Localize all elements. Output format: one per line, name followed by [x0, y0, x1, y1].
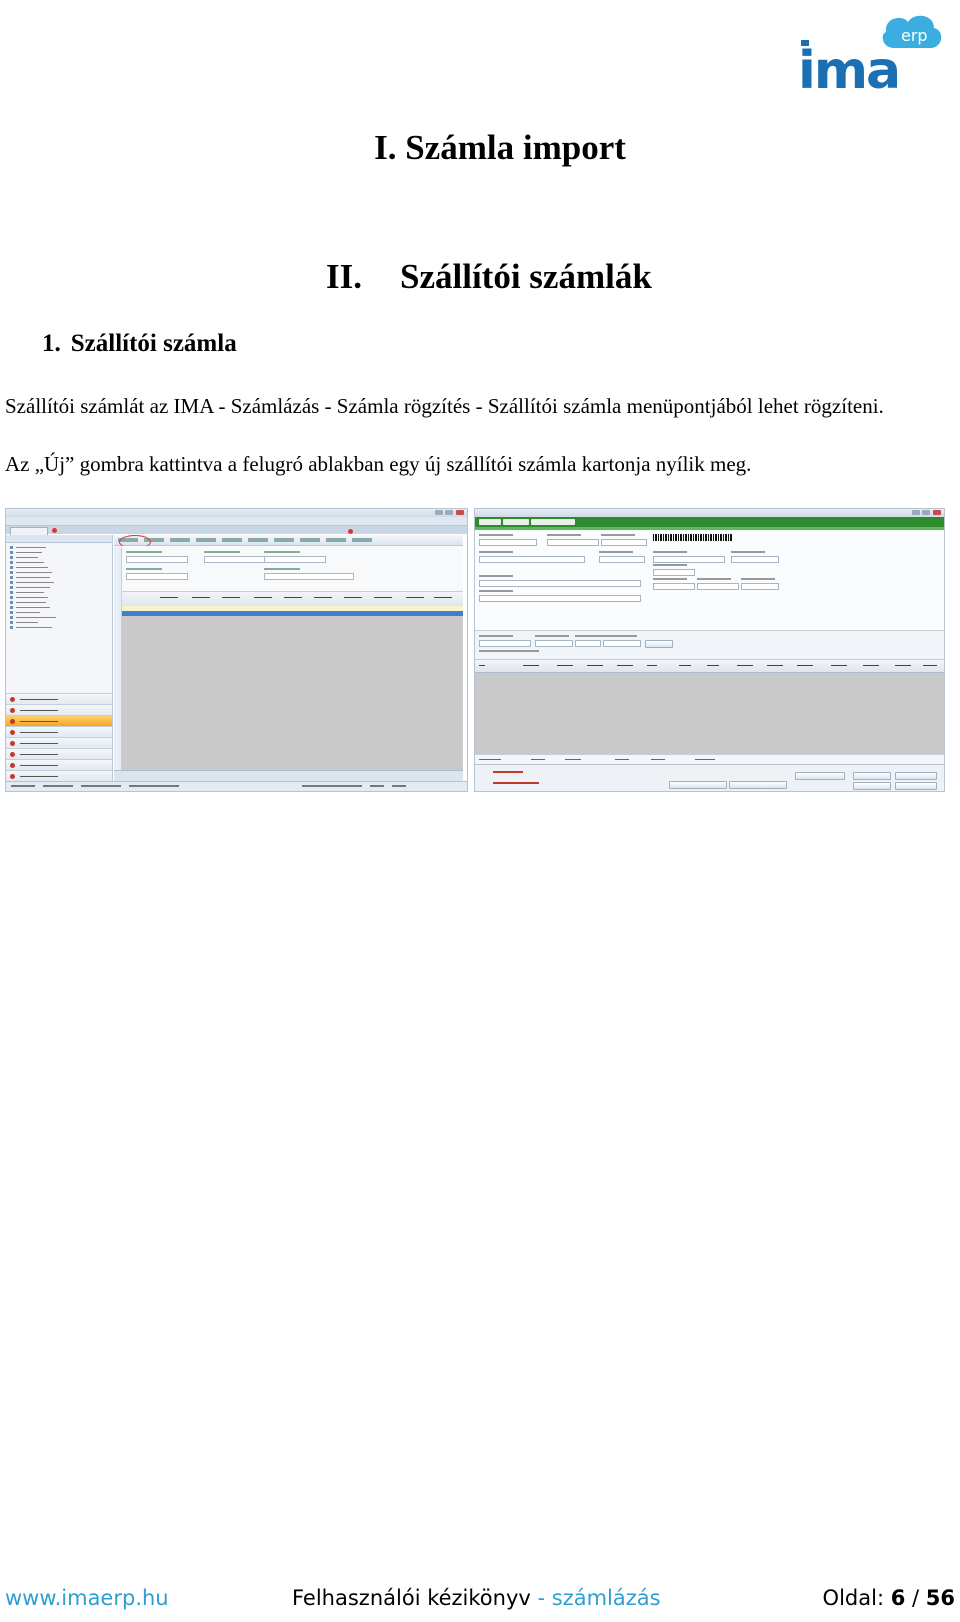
list-grid-header	[122, 592, 463, 607]
invoice-header-form	[475, 530, 944, 631]
footer-website-link[interactable]: www.imaerp.hu	[5, 1586, 169, 1610]
vertical-caption	[114, 547, 122, 770]
screenshot-invoice-list	[5, 508, 468, 792]
card-footer-buttons	[475, 764, 944, 791]
footer-page-number	[823, 1586, 955, 1610]
ima-erp-logo	[798, 10, 948, 92]
heading-text: Szállítói számlák	[400, 257, 652, 296]
page-label: Oldal:	[822, 1586, 891, 1610]
list-grid-empty	[122, 616, 463, 770]
screenshot-invoice-card	[474, 508, 945, 792]
heading-number: 1.	[42, 330, 61, 357]
paragraph-menu-path: Szállítói számlát az IMA - Számlázás - Számla rögzítés - Szállítói számla menüpontjából lehet rögzíteni.	[5, 394, 884, 418]
invoice-item-tabs	[475, 631, 944, 660]
heading-szamla-import: I. Számla import	[374, 128, 626, 167]
status-bar	[6, 781, 467, 791]
footer-manual-label: Felhasználói kézikönyv	[292, 1586, 531, 1610]
paragraph-new-button: Az „Új” gombra kattintva a felugró ablakban egy új szállítói számla kartonja nyílik meg.	[5, 452, 752, 476]
card-tabs	[475, 517, 944, 527]
window-titlebar	[6, 509, 467, 517]
heading-szallitoi-szamla	[42, 330, 237, 358]
invoice-item-grid-empty	[475, 673, 944, 755]
window-titlebar	[475, 509, 944, 517]
bottom-tab	[114, 770, 463, 781]
page-separator: /	[905, 1586, 926, 1610]
logo-badge-text: erp	[901, 26, 928, 45]
footer-separator: -	[530, 1586, 552, 1610]
logo-main-text: ima	[798, 41, 900, 92]
window-menubar	[6, 517, 467, 526]
page-total: 56	[925, 1586, 955, 1610]
heading-text: Szállítói számla	[70, 330, 237, 357]
sidebar-tree	[6, 535, 113, 781]
list-toolbar	[114, 535, 463, 546]
window-tabstrip	[6, 526, 467, 534]
heading-number: II.	[326, 257, 362, 296]
page-current: 6	[890, 1586, 906, 1610]
heading-szallitoi-szamlak	[326, 257, 652, 297]
filter-panel	[114, 546, 463, 592]
page-footer	[5, 1586, 955, 1616]
footer-section-label: számlázás	[551, 1586, 661, 1610]
invoice-item-grid-header	[475, 660, 944, 673]
footer-manual-title	[292, 1586, 661, 1610]
